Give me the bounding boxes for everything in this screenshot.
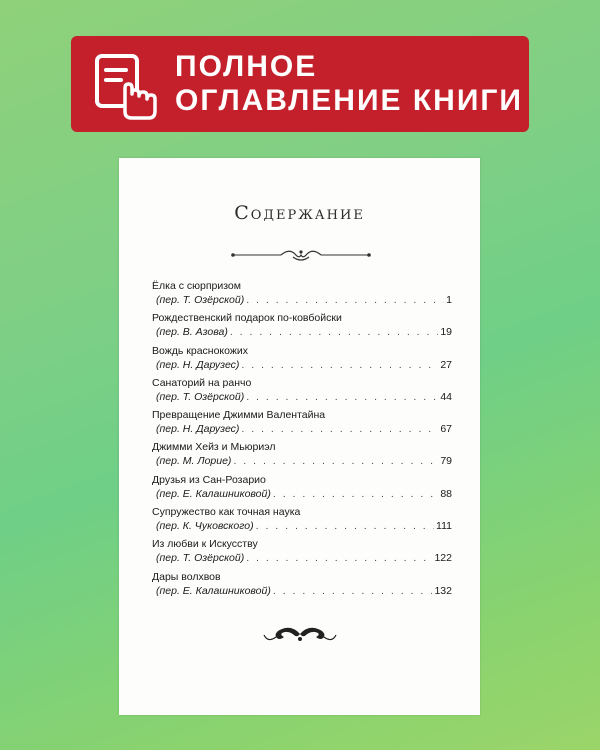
toc-entry-translator: (пер. Е. Калашниковой) — [156, 584, 271, 597]
dot-leader — [230, 325, 438, 339]
toc-entry — [152, 440, 452, 472]
dot-leader — [246, 390, 438, 404]
toc-entry-title: Дары волхвов — [152, 570, 221, 583]
banner-title — [175, 50, 523, 118]
toc-entry-translator: (пер. Т. Озёрской) — [156, 552, 245, 565]
toc-entry — [152, 570, 452, 602]
toc-entry-page: 132 — [434, 584, 452, 597]
banner-title-line2: ОГЛАВЛЕНИЕ КНИГИ — [175, 84, 523, 117]
toc-entry-title: Друзья из Сан-Розарио — [152, 473, 266, 486]
toc-entry-translator: (пер. В. Азова) — [156, 326, 228, 339]
toc-entry — [152, 376, 452, 408]
dot-leader — [233, 454, 438, 468]
toc-entry-translator: (пер. Н. Дарузес) — [156, 423, 240, 436]
toc-entry-title: Санаторий на ранчо — [152, 376, 252, 389]
toc-entry-page: 122 — [434, 552, 452, 565]
toc-entry-translator: (пер. Т. Озёрской) — [156, 390, 245, 403]
ornament-flourish-icon — [262, 623, 338, 645]
book-page — [119, 158, 480, 715]
toc-entry — [152, 344, 452, 376]
dot-leader — [241, 358, 438, 372]
toc-entry-page: 1 — [446, 294, 452, 306]
dot-leader — [241, 422, 438, 436]
table-of-contents — [152, 279, 452, 602]
toc-entry-title: Джимми Хейз и Мьюриэл — [152, 441, 276, 454]
banner-title-line1: ПОЛНОЕ — [175, 50, 318, 83]
toc-entry-title: Из любви к Искусству — [152, 538, 258, 551]
toc-entry-title: Вождь краснокожих — [152, 344, 248, 357]
toc-entry-page: 67 — [440, 423, 452, 436]
toc-entry-page: 111 — [436, 520, 452, 533]
ornament-divider-icon — [229, 246, 373, 264]
toc-entry-title: Превращение Джимми Валентайна — [152, 409, 326, 422]
toc-entry-translator: (пер. Н. Дарузес) — [156, 358, 240, 371]
toc-entry — [152, 505, 452, 537]
dot-leader — [273, 584, 433, 598]
toc-entry-translator: (пер. Е. Калашниковой) — [156, 487, 271, 500]
document-hand-pointer-icon — [91, 50, 161, 120]
toc-entry-translator: (пер. М. Лорие) — [156, 455, 232, 468]
toc-entry-page: 19 — [440, 326, 452, 339]
dot-leader — [273, 487, 438, 501]
toc-entry-page: 79 — [440, 455, 452, 468]
dot-leader — [246, 551, 432, 565]
toc-entry-page: 88 — [440, 487, 452, 500]
toc-entry-page: 27 — [440, 358, 452, 371]
toc-entry-title: Ёлка с сюрпризом — [152, 280, 241, 292]
toc-entry — [152, 311, 452, 343]
promo-banner — [71, 36, 529, 132]
toc-entry — [152, 473, 452, 505]
toc-entry-translator: (пер. К. Чуковского) — [156, 520, 254, 533]
toc-entry-page: 44 — [440, 390, 452, 403]
toc-entry — [152, 408, 452, 440]
page-heading: Содержание — [234, 202, 365, 224]
toc-entry — [152, 279, 452, 311]
toc-entry-title: Супружество как точная наука — [152, 506, 301, 519]
toc-entry — [152, 537, 452, 569]
toc-entry-title: Рождественский подарок по-ковбойски — [152, 312, 342, 325]
dot-leader — [246, 293, 444, 307]
toc-entry-translator: (пер. Т. Озёрской) — [156, 294, 245, 306]
dot-leader — [256, 519, 434, 533]
